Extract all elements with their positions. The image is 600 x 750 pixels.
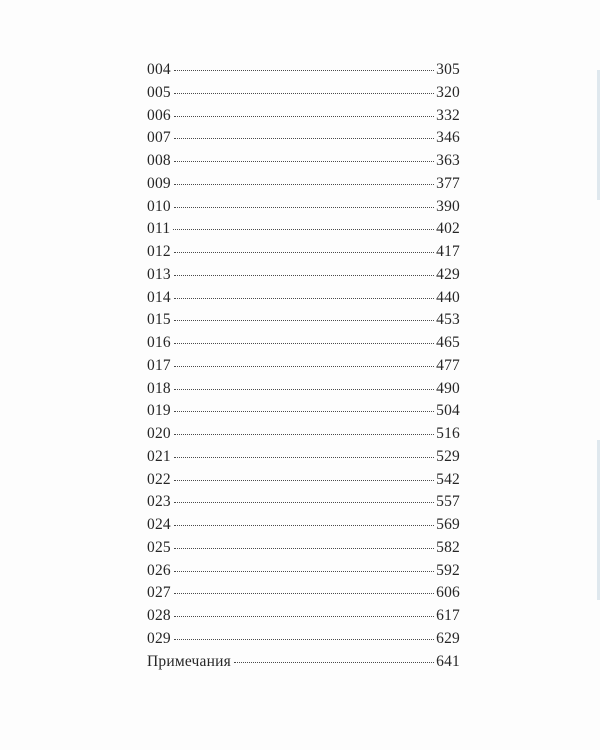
toc-entry [147, 423, 460, 446]
toc-entry-label: 027 [147, 584, 171, 602]
toc-entry-page-number: 477 [436, 356, 460, 374]
toc-entry [147, 332, 460, 355]
toc-entry-page-number: 377 [436, 174, 460, 192]
toc-entry [147, 469, 460, 492]
toc-entry-label: 018 [147, 379, 171, 397]
toc-entry [147, 218, 460, 241]
table-of-contents [147, 59, 460, 673]
toc-entry-label: 014 [147, 288, 171, 306]
toc-entry-page-number: 320 [436, 83, 460, 101]
dot-leader [174, 115, 434, 117]
toc-entry-label: 009 [147, 174, 171, 192]
toc-entry [147, 605, 460, 628]
dot-leader [174, 388, 434, 390]
toc-entry-page-number: 429 [436, 265, 460, 283]
toc-entry-page-number: 465 [436, 334, 460, 351]
toc-entry [147, 400, 460, 423]
toc-entry-label: 022 [147, 470, 171, 488]
dot-leader [174, 592, 434, 594]
toc-entry-page-number: 440 [436, 288, 460, 306]
toc-entry-page-number: 617 [436, 607, 460, 624]
toc-entry-page-number: 346 [436, 129, 460, 147]
dot-leader [174, 251, 434, 253]
toc-entry-page-number: 305 [436, 61, 460, 78]
toc-entry-page-number: 490 [436, 379, 460, 397]
dot-leader [174, 183, 434, 185]
toc-entry [147, 105, 460, 128]
toc-entry [147, 582, 460, 605]
dot-leader [174, 274, 434, 276]
toc-entry [147, 491, 460, 514]
toc-entry-label: 020 [147, 425, 171, 442]
toc-entry-page-number: 542 [436, 470, 460, 488]
dot-leader [234, 661, 434, 663]
toc-entry-label: 005 [147, 83, 171, 101]
toc-entry-page-number: 569 [436, 516, 460, 533]
toc-entry-label: 012 [147, 243, 171, 260]
toc-entry-label: 004 [147, 61, 171, 78]
dot-leader [174, 615, 434, 617]
toc-entry-page-number: 606 [436, 584, 460, 602]
dot-leader [174, 92, 434, 94]
toc-entry-page-number: 629 [436, 629, 460, 647]
dot-leader [174, 137, 434, 139]
dot-leader [174, 501, 434, 503]
toc-entry [147, 560, 460, 583]
toc-entry-page-number: 402 [436, 220, 460, 238]
dot-leader [174, 570, 434, 572]
dot-leader [174, 365, 434, 367]
toc-entry-label: 011 [147, 220, 171, 238]
dot-leader [174, 410, 434, 412]
dot-leader [174, 160, 434, 162]
toc-entry [147, 309, 460, 332]
toc-entry-page-number: 641 [436, 652, 460, 670]
toc-entry-page-number: 529 [436, 447, 460, 465]
toc-entry [147, 127, 460, 150]
dot-leader [174, 456, 434, 458]
toc-entry-page-number: 453 [436, 311, 460, 329]
toc-entry [147, 264, 460, 287]
toc-entry-label: 017 [147, 356, 171, 374]
toc-entry [147, 241, 460, 264]
toc-entry-label: 013 [147, 265, 171, 283]
toc-entry [147, 651, 460, 674]
toc-entry-page-number: 592 [436, 561, 460, 579]
toc-entry-label: 029 [147, 629, 171, 647]
toc-entry-label: 025 [147, 538, 171, 556]
toc-entry-page-number: 557 [436, 493, 460, 511]
dot-leader [173, 228, 434, 230]
toc-entry-page-number: 516 [436, 425, 460, 442]
toc-entry [147, 355, 460, 378]
toc-entry-label: 019 [147, 402, 171, 420]
dot-leader [174, 206, 434, 208]
toc-entry-label: 028 [147, 607, 171, 624]
toc-entry [147, 150, 460, 173]
toc-entry-label: 024 [147, 516, 171, 533]
toc-entry-page-number: 417 [436, 243, 460, 260]
toc-entry-label: 021 [147, 447, 171, 465]
dot-leader [174, 547, 434, 549]
toc-entry [147, 196, 460, 219]
toc-entry-page-number: 504 [436, 402, 460, 420]
toc-entry-page-number: 332 [436, 106, 460, 124]
toc-entry [147, 446, 460, 469]
toc-entry-page-number: 363 [436, 152, 460, 169]
dot-leader [174, 638, 434, 640]
toc-entry-label: 006 [147, 106, 171, 124]
toc-entry-page-number: 390 [436, 197, 460, 215]
toc-entry [147, 378, 460, 401]
dot-leader [174, 479, 434, 481]
toc-entry [147, 537, 460, 560]
toc-entry-page-number: 582 [436, 538, 460, 556]
dot-leader [174, 524, 434, 526]
toc-entry-label: 010 [147, 197, 171, 215]
dot-leader [174, 433, 434, 435]
dot-leader [174, 319, 434, 321]
toc-entry-label: 008 [147, 152, 171, 169]
dot-leader [174, 69, 434, 71]
toc-entry [147, 628, 460, 651]
dot-leader [174, 342, 434, 344]
toc-entry [147, 514, 460, 537]
toc-entry [147, 287, 460, 310]
dot-leader [174, 297, 434, 299]
toc-entry-label: Примечания [147, 652, 231, 670]
toc-entry-label: 007 [147, 129, 171, 147]
toc-entry-label: 026 [147, 561, 171, 579]
toc-entry-label: 015 [147, 311, 171, 329]
toc-entry [147, 82, 460, 105]
toc-entry-label: 023 [147, 493, 171, 511]
toc-entry [147, 173, 460, 196]
toc-entry-label: 016 [147, 334, 171, 351]
toc-entry [147, 59, 460, 82]
